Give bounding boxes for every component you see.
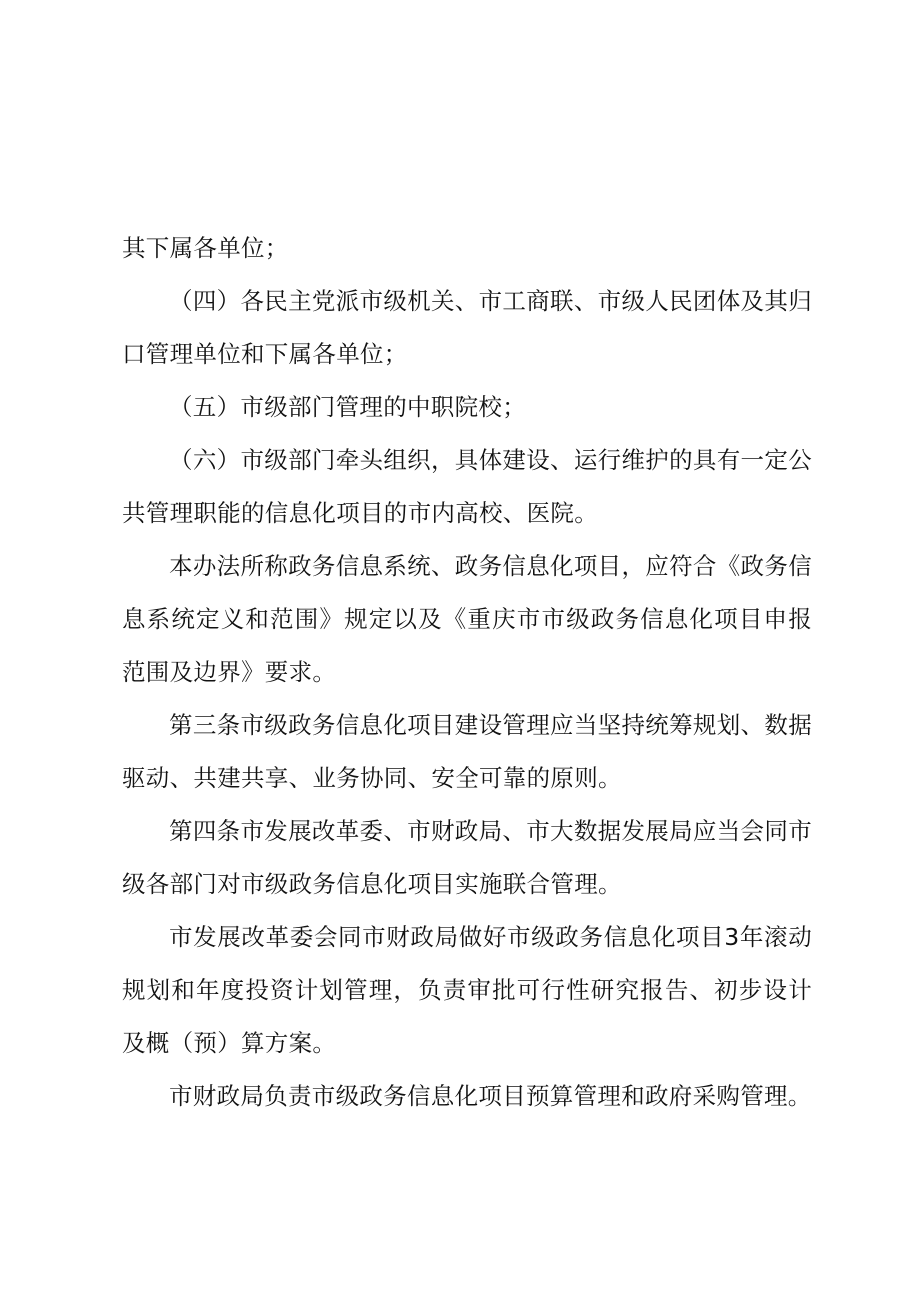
paragraph-7: 第四条市发展改革委、市财政局、市大数据发展局应当会同市级各部门对市级政务信息化项目实施联合管理。 <box>122 817 812 898</box>
paragraph-4: （六）市级部门牵头组织，具体建设、运行维护的具有一定公共管理职能的信息化项目的市内高校、医院。 <box>122 446 812 527</box>
paragraph-5: 本办法所称政务信息系统、政务信息化项目，应符合《政务信息系统定义和范围》规定以及《重庆市市级政务信息化项目申报范围及边界》要求。 <box>122 552 812 686</box>
paragraph-2: （四）各民主党派市级机关、市工商联、市级人民团体及其归口管理单位和下属各单位； <box>122 287 812 368</box>
paragraph-3: （五）市级部门管理的中职院校； <box>169 393 526 421</box>
paragraph-9: 市财政局负责市级政务信息化项目预算管理和政府采购管理。 <box>169 1082 812 1110</box>
paragraph-1: 其下属各单位； <box>122 234 289 262</box>
document-body <box>122 222 812 1123</box>
paragraph-8: 市发展改革委会同市财政局做好市级政务信息化项目3年滚动规划和年度投资计划管理，负责审批可行性研究报告、初步设计及概（预）算方案。 <box>122 923 812 1057</box>
paragraph-6: 第三条市级政务信息化项目建设管理应当坚持统筹规划、数据驱动、共建共享、业务协同、安全可靠的原则。 <box>122 711 812 792</box>
